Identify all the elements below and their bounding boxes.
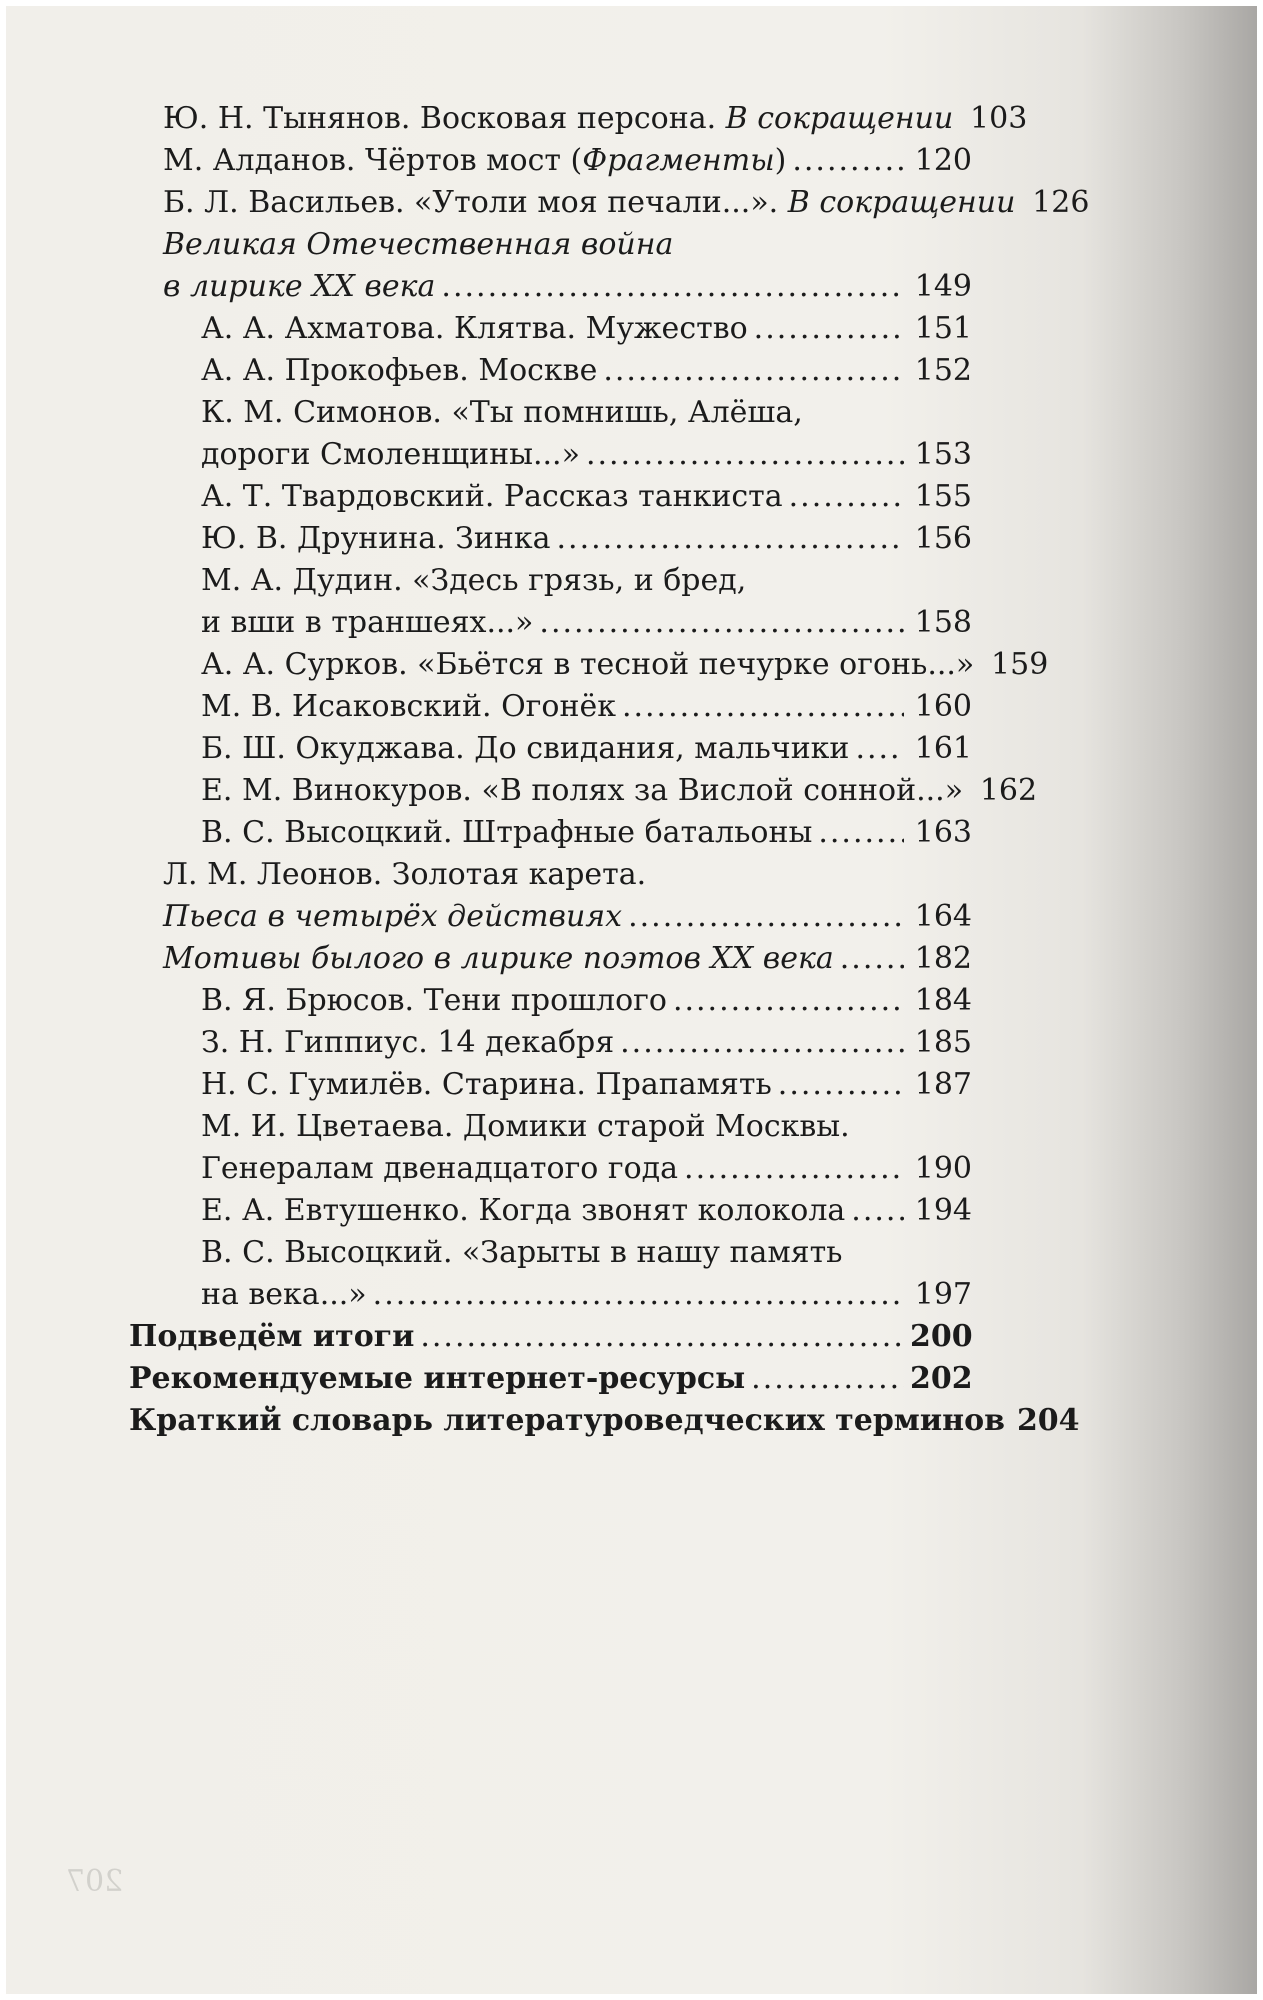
toc-entry-title: В. Я. Брюсов. Тени прошлого: [201, 983, 667, 1018]
toc-entry-title: А. А. Сурков. «Бьётся в тесной печурке огонь...»: [201, 647, 975, 682]
toc-entry[interactable]: [201, 1064, 972, 1106]
dot-leader: [620, 1022, 904, 1064]
dot-leader: [778, 1064, 904, 1106]
toc-entry-page: 187: [914, 1067, 972, 1102]
toc-entry-title: дороги Смоленщины...»: [201, 437, 580, 472]
toc-entry[interactable]: [201, 812, 972, 854]
toc-entry-title: Е. М. Винокуров. «В полях за Вислой сонной...»: [201, 773, 964, 808]
toc-entry[interactable]: [163, 182, 1090, 224]
toc-entry[interactable]: [201, 1022, 972, 1064]
toc-entry-page: 185: [914, 1025, 972, 1060]
dot-leader: [840, 938, 904, 980]
toc-entry-title: В. С. Высоцкий. «Зарыты в нашу память: [201, 1235, 843, 1270]
toc-entry[interactable]: [163, 896, 972, 938]
toc-entry-title: Ю. Н. Тынянов. Восковая персона. В сокращении: [163, 101, 954, 136]
toc-entry-page: 151: [914, 311, 972, 346]
toc-entry[interactable]: [201, 602, 972, 644]
toc-entry-title: Е. А. Евтушенко. Когда звонят колокола: [201, 1193, 846, 1228]
dot-leader: [373, 1274, 904, 1316]
toc-entry[interactable]: [163, 140, 972, 182]
toc-entry-page: 152: [914, 353, 972, 388]
dot-leader: [792, 140, 904, 182]
toc-entry[interactable]: [201, 686, 972, 728]
toc-entry-page: 197: [914, 1277, 972, 1312]
toc-entry[interactable]: [129, 1400, 1080, 1442]
toc-entry-title: В. С. Высоцкий. Штрафные батальоны: [201, 815, 813, 850]
toc-entry[interactable]: [201, 728, 972, 770]
toc-entry-page: 159: [991, 647, 1049, 682]
toc-entry-page: 190: [914, 1151, 972, 1186]
toc-entry[interactable]: [201, 476, 972, 518]
dot-leader: [420, 1316, 904, 1358]
toc-entry-page: 126: [1032, 185, 1090, 220]
toc-entry-page: 194: [914, 1193, 972, 1228]
toc-entry-page: 204: [1016, 1403, 1080, 1438]
toc-entry-title: Б. Ш. Окуджава. До свидания, мальчики: [201, 731, 850, 766]
toc-entry[interactable]: [201, 518, 972, 560]
dot-leader: [586, 434, 904, 476]
toc-entry-page: 120: [914, 143, 972, 178]
toc-entry-title: М. И. Цветаева. Домики старой Москвы.: [201, 1109, 850, 1144]
toc-entry[interactable]: [201, 1274, 972, 1316]
toc-entry-title: М. Алданов. Чёртов мост (Фрагменты): [163, 143, 787, 178]
toc-entry[interactable]: [163, 266, 972, 308]
toc-entry-page: 202: [910, 1361, 973, 1396]
toc-entry-title: в лирике XX века: [163, 269, 436, 304]
toc-entry-page: 155: [914, 479, 972, 514]
toc-entry-title: Б. Л. Васильев. «Утоли моя печали...». В сокращении: [163, 185, 1016, 220]
dot-leader: [539, 602, 904, 644]
toc-entry-title: Генералам двенадцатого года: [201, 1151, 679, 1186]
dot-leader: [754, 308, 904, 350]
toc-entry-title: Подведём итоги: [129, 1319, 415, 1354]
toc-entry-title: Рекомендуемые интернет-ресурсы: [129, 1361, 746, 1396]
toc-entry[interactable]: [129, 1316, 972, 1358]
toc-entry[interactable]: [201, 1232, 972, 1274]
dot-leader: [673, 980, 904, 1022]
toc-entry-page: 149: [914, 269, 972, 304]
toc-entry-title: Великая Отечественная война: [163, 227, 674, 262]
toc-entry-page: 184: [914, 983, 972, 1018]
toc-entry-page: 164: [914, 899, 972, 934]
dot-leader: [855, 728, 904, 770]
toc-entry-title: А. А. Прокофьев. Москве: [201, 353, 598, 388]
dot-leader: [684, 1148, 904, 1190]
toc-entry[interactable]: [201, 560, 972, 602]
dot-leader: [818, 812, 904, 854]
dot-leader: [628, 896, 904, 938]
toc-entry-page: 103: [970, 101, 1028, 136]
toc-entry-page: 163: [914, 815, 972, 850]
toc-entry-page: 200: [910, 1319, 973, 1354]
toc-entry-title: М. А. Дудин. «Здесь грязь, и бред,: [201, 563, 747, 598]
toc-entry[interactable]: [163, 98, 1028, 140]
dot-leader: [603, 350, 904, 392]
toc-entry[interactable]: [201, 308, 972, 350]
toc-entry[interactable]: [201, 434, 972, 476]
dot-leader: [789, 476, 904, 518]
toc-entry-page: 162: [979, 773, 1038, 808]
toc-entry[interactable]: [201, 1148, 972, 1190]
toc-entry[interactable]: [163, 854, 972, 896]
toc-entry[interactable]: [129, 1358, 972, 1400]
toc-entry-page: 153: [914, 437, 972, 472]
dot-leader: [441, 266, 904, 308]
toc-entry-title: Н. С. Гумилёв. Старина. Прапамять: [201, 1067, 772, 1102]
toc-entry-title: Ю. В. Друнина. Зинка: [201, 521, 551, 556]
page-number-bleed: 207: [66, 1864, 124, 1899]
dot-leader: [622, 686, 904, 728]
toc-entry[interactable]: [201, 644, 1049, 686]
toc-entry-page: 160: [914, 689, 972, 724]
toc-entry-title: и вши в траншеях...»: [201, 605, 534, 640]
toc-entry-title: А. А. Ахматова. Клятва. Мужество: [201, 311, 748, 346]
book-page: [6, 6, 1257, 1994]
toc-entry[interactable]: [201, 350, 972, 392]
toc-entry[interactable]: [201, 392, 972, 434]
toc-entry-title: Пьеса в четырёх действиях: [163, 899, 623, 934]
toc-entry[interactable]: [201, 980, 972, 1022]
toc-entry-title: Л. М. Леонов. Золотая карета.: [163, 857, 647, 892]
toc-entry-title: на века...»: [201, 1277, 367, 1312]
toc-entry[interactable]: [201, 770, 1038, 812]
toc-entry-page: 161: [914, 731, 972, 766]
toc-entry-title: З. Н. Гиппиус. 14 декабря: [201, 1025, 615, 1060]
toc-entry-page: 182: [914, 941, 972, 976]
toc-entry[interactable]: [201, 1190, 972, 1232]
toc-entry-title: М. В. Исаковский. Огонёк: [201, 689, 616, 724]
toc-entry[interactable]: [163, 938, 972, 980]
toc-entry-title: Краткий словарь литературоведческих терминов: [129, 1403, 1005, 1438]
toc-entry-page: 158: [914, 605, 972, 640]
toc-entry-title: Мотивы былого в лирике поэтов XX века: [163, 941, 834, 976]
toc-entry[interactable]: [201, 1106, 972, 1148]
toc-entry-page: 156: [914, 521, 972, 556]
dot-leader: [751, 1358, 904, 1400]
toc-entry-title: А. Т. Твардовский. Рассказ танкиста: [201, 479, 783, 514]
toc-entry[interactable]: [163, 224, 972, 266]
dot-leader: [851, 1190, 904, 1232]
toc-entry-title: К. М. Симонов. «Ты помнишь, Алёша,: [201, 395, 803, 430]
dot-leader: [557, 518, 905, 560]
